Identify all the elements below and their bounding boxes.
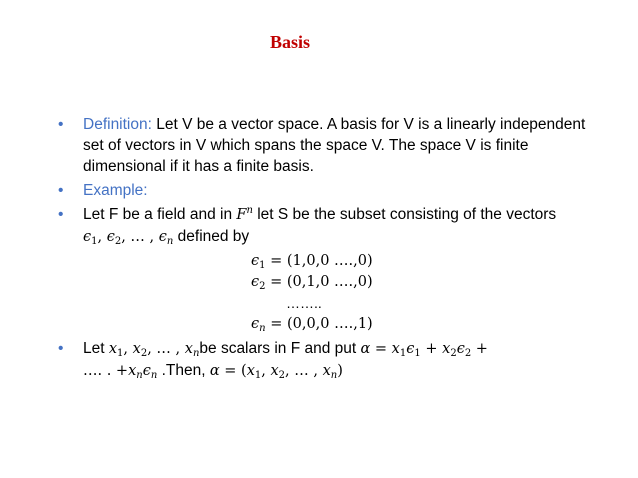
field-text-3: defined by bbox=[173, 228, 250, 245]
scalars-text-2: be scalars in F and put bbox=[199, 340, 361, 357]
bullet-field bbox=[58, 204, 603, 248]
example-label: Example: bbox=[83, 182, 148, 199]
slide-content bbox=[58, 114, 603, 385]
bullet-dot: • bbox=[58, 182, 64, 199]
equation-e1: $\epsilon_1 = (1,0,0$ ….,0) bbox=[251, 253, 373, 271]
field-text-1: Let F be a field and in bbox=[83, 206, 237, 223]
scalars-text-1: Let bbox=[83, 340, 109, 357]
bullet-example bbox=[58, 180, 603, 201]
bullet-definition bbox=[58, 114, 603, 177]
math-epsilon-list: $\epsilon_1$, $\epsilon_2$, … , $\epsilon_n$ bbox=[83, 229, 174, 247]
slide-title: Basis bbox=[269, 32, 311, 52]
field-text-2: let S be the subset consisting of the vectors bbox=[252, 206, 557, 223]
bullet-dot: • bbox=[58, 206, 64, 223]
math-fn: $F^n$ bbox=[236, 205, 253, 223]
bullet-dot: • bbox=[58, 116, 64, 133]
equation-en: $\epsilon_n = (0,0,0$ ….,1) bbox=[251, 316, 373, 334]
definition-text: Let V be a vector space. A basis for V is a linearly independent set of vectors in V which spans the space V. The space V is finite dimensional if it has a finite basis. bbox=[83, 116, 586, 175]
definition-label: Definition: bbox=[83, 116, 152, 133]
bullet-scalars bbox=[58, 338, 603, 382]
math-alpha-sum: $\alpha = x_1\epsilon_1 + x_2\epsilon_2$ + bbox=[360, 341, 488, 359]
scalars-text-3: .Then, bbox=[157, 362, 210, 379]
equation-e2: $\epsilon_2 = (0,1,0$ ….,0) bbox=[251, 274, 373, 292]
equation-dots: …….. bbox=[286, 295, 322, 311]
math-alpha-tail: …. . $+x_n\epsilon_n$ bbox=[83, 363, 158, 381]
math-x-list: $x_1$, $x_2$, … , $x_n$ bbox=[108, 341, 200, 359]
math-alpha-tuple: $\alpha = (x_1$, $x_2$, … , $x_n$) bbox=[209, 363, 343, 381]
equation-block bbox=[58, 251, 603, 335]
bullet-dot: • bbox=[58, 340, 64, 357]
